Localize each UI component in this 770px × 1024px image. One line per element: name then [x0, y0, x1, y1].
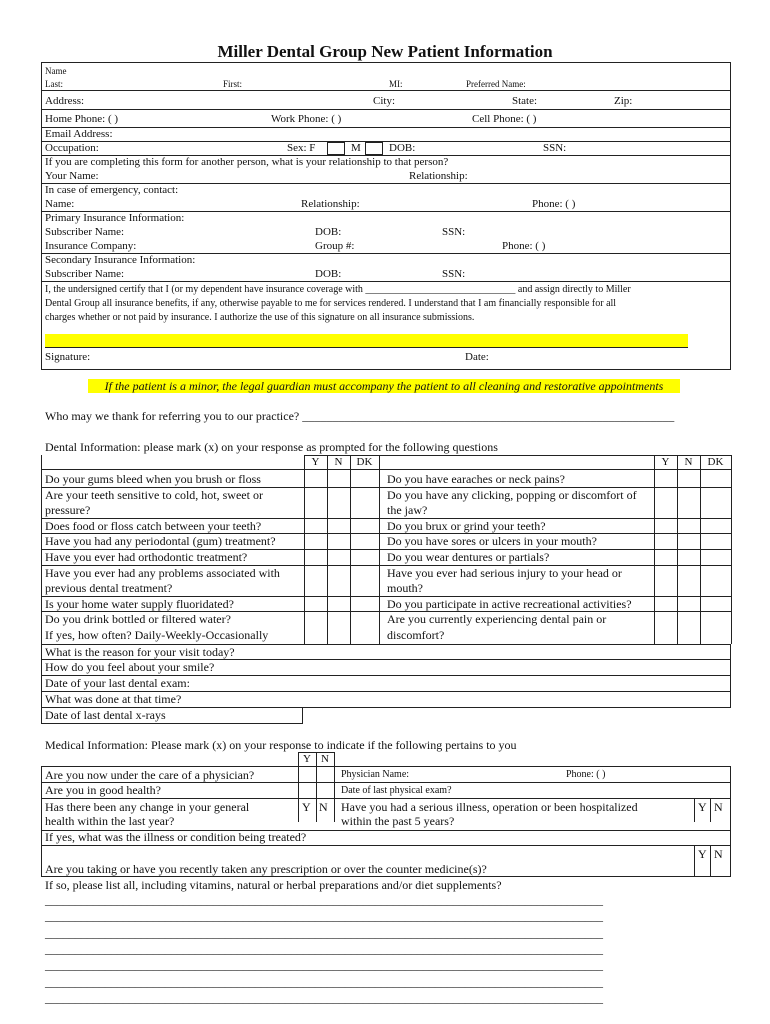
- dental-col-dk: DK: [356, 456, 373, 468]
- signature-highlight: [45, 334, 688, 348]
- dental-question-left: Do you drink bottled or filtered water?: [45, 612, 231, 627]
- dental-question-left: Have you ever had any problems associated with: [45, 565, 280, 580]
- dental-right-answer-n[interactable]: [678, 550, 699, 564]
- preferred-name-field[interactable]: Preferred Name:: [466, 79, 526, 89]
- dental-right-answer-dk[interactable]: [701, 566, 730, 595]
- medication-blank-line[interactable]: _____________________________________________________________________________________________: [45, 990, 603, 1005]
- dental-left-answer-y[interactable]: [305, 472, 326, 486]
- supplements-prompt: If so, please list all, including vitamins, natural or herbal preparations and/or diet supplements?: [45, 878, 502, 892]
- dental-extra-left: [41, 644, 42, 723]
- illness-y[interactable]: Y: [698, 800, 707, 814]
- occupation-field[interactable]: Occupation:: [45, 142, 99, 154]
- med-row-line: [41, 845, 731, 846]
- divider: [41, 90, 731, 91]
- dental-extra-right: [730, 644, 731, 707]
- dental-question-right: Do you wear dentures or partials?: [387, 550, 550, 564]
- dental-left-answer-y[interactable]: [305, 597, 326, 611]
- dental-right-answer-dk[interactable]: [701, 612, 730, 641]
- sex-m-checkbox[interactable]: [365, 142, 383, 155]
- dental-extra-field[interactable]: How do you feel about your smile?: [45, 660, 215, 675]
- dental-right-answer-n[interactable]: [678, 488, 699, 517]
- sex-label: Sex: F: [287, 142, 316, 154]
- dental-right-answer-y[interactable]: [655, 534, 676, 548]
- physician-phone-field[interactable]: Phone: ( ): [566, 769, 606, 780]
- medicine-question: Are you taking or have you recently taken any prescription or over the counter medicine(s)?: [45, 862, 487, 876]
- last-name-field[interactable]: Last:: [45, 79, 63, 89]
- dental-right-answer-n[interactable]: [678, 597, 699, 611]
- dental-right-answer-y[interactable]: [655, 488, 676, 517]
- dental-right-answer-y[interactable]: [655, 472, 676, 486]
- dental-question-right: Do you participate in active recreational activities?: [387, 596, 632, 611]
- mi-field[interactable]: MI:: [389, 79, 403, 89]
- secondary-ssn-field[interactable]: SSN:: [442, 268, 466, 280]
- dental-right-answer-n[interactable]: [678, 566, 699, 595]
- medication-blank-line[interactable]: _____________________________________________________________________________________________: [45, 974, 603, 989]
- dental-question-right: discomfort?: [387, 628, 445, 642]
- dental-left-answer-y[interactable]: [305, 612, 326, 641]
- yn-header-right: [334, 752, 335, 766]
- dental-question-left: Does food or floss catch between your teeth?: [45, 518, 262, 533]
- home-phone-field[interactable]: Home Phone: ( ): [45, 113, 119, 125]
- dental-question-left: If yes, how often? Daily-Weekly-Occasionally: [45, 628, 269, 642]
- medication-blank-line[interactable]: _____________________________________________________________________________________________: [45, 893, 603, 907]
- dental-question-right: the jaw?: [387, 503, 428, 518]
- dental-right-answer-dk[interactable]: [701, 550, 730, 564]
- dental-right-answer-y[interactable]: [655, 597, 676, 611]
- ssn-field[interactable]: SSN:: [543, 142, 567, 154]
- your-name-field[interactable]: Your Name:: [45, 170, 99, 182]
- dental-extra-field[interactable]: Date of your last dental exam:: [45, 676, 190, 691]
- dental-left-answer-n[interactable]: [328, 488, 349, 517]
- last-physical-field[interactable]: Date of last physical exam?: [341, 785, 452, 796]
- health-change-question-1: Has there been any change in your general: [45, 800, 250, 814]
- dental-col-y: Y: [311, 456, 320, 468]
- dental-left-answer-dk[interactable]: [351, 566, 378, 595]
- dental-question-right: Have you ever had serious injury to your head or: [387, 565, 622, 580]
- dental-col-n: N: [684, 456, 693, 468]
- dental-question-right: Do you have earaches or neck pains?: [387, 472, 565, 486]
- dental-question-left: Do your gums bleed when you brush or floss: [45, 472, 261, 486]
- med-row-line: [41, 876, 731, 877]
- relationship-field[interactable]: Relationship:: [409, 170, 468, 182]
- dental-right-answer-y[interactable]: [655, 519, 676, 533]
- certify-text-line2: Dental Group all insurance benefits, if any, otherwise payable to me for services rendered. I understand that I am financially responsible for all: [45, 298, 617, 309]
- dental-left-answer-n[interactable]: [328, 597, 349, 611]
- dental-right-answer-dk[interactable]: [701, 488, 730, 517]
- dental-right-answer-dk[interactable]: [701, 534, 730, 548]
- physician-care-question: Are you now under the care of a physician?: [45, 768, 255, 782]
- medication-blank-line[interactable]: _____________________________________________________________________________________________: [45, 925, 603, 940]
- dental-extra-field[interactable]: Date of last dental x-rays: [45, 707, 166, 722]
- first-name-field[interactable]: First:: [223, 79, 243, 89]
- dental-left-answer-y[interactable]: [305, 488, 326, 517]
- dental-question-right: Do you have any clicking, popping or discomfort of: [387, 487, 637, 502]
- dental-left-answer-dk[interactable]: [351, 519, 378, 533]
- zip-field[interactable]: Zip:: [614, 95, 633, 107]
- medicine-n[interactable]: N: [714, 847, 723, 861]
- dental-right-answer-dk[interactable]: [701, 472, 730, 486]
- illness-question-1: Have you had a serious illness, operation or been hospitalized: [341, 800, 638, 814]
- primary-subscriber-field[interactable]: Subscriber Name:: [45, 226, 125, 238]
- dental-question-left: previous dental treatment?: [45, 581, 173, 596]
- secondary-subscriber-field[interactable]: Subscriber Name:: [45, 268, 125, 280]
- dental-left-answer-n[interactable]: [328, 550, 349, 564]
- referral-field[interactable]: Who may we thank for referring you to our practice? ______________________________________________________________: [45, 409, 675, 423]
- primary-insurance-heading: Primary Insurance Information:: [45, 212, 185, 224]
- secondary-dob-field[interactable]: DOB:: [315, 268, 342, 280]
- dental-left-answer-n[interactable]: [328, 472, 349, 486]
- work-phone-field[interactable]: Work Phone: ( ): [271, 113, 342, 125]
- dental-col-y: Y: [661, 456, 670, 468]
- primary-ssn-field[interactable]: SSN:: [442, 226, 466, 238]
- dental-left-answer-n[interactable]: [328, 519, 349, 533]
- dental-question-right: Do you brux or grind your teeth?: [387, 518, 546, 533]
- dental-question-right: Do you have sores or ulcers in your mouth?: [387, 534, 597, 549]
- emergency-relationship-field[interactable]: Relationship:: [301, 198, 360, 210]
- group-number-field[interactable]: Group #:: [315, 240, 355, 252]
- dental-col-n: N: [334, 456, 343, 468]
- cell-phone-field[interactable]: Cell Phone: ( ): [472, 113, 537, 125]
- dental-left-answer-y[interactable]: [305, 566, 326, 595]
- good-health-question: Are you in good health?: [45, 783, 161, 797]
- name-label: Name: [45, 66, 67, 76]
- dental-left-answer-y[interactable]: [305, 519, 326, 533]
- dental-right-answer-dk[interactable]: [701, 519, 730, 533]
- date-field[interactable]: Date:: [465, 351, 489, 363]
- dental-right-answer-dk[interactable]: [701, 597, 730, 611]
- dental-question-left: Have you ever had orthodontic treatment?: [45, 550, 248, 564]
- section-top-border: [41, 62, 731, 63]
- certify-text-line1: I, the undersigned certify that I (or my dependent have insurance coverage with ______________________________ and assign directly to Miller: [45, 284, 631, 295]
- dental-question-right: Are you currently experiencing dental pain or: [387, 612, 607, 627]
- dental-left-answer-n[interactable]: [328, 534, 349, 548]
- dental-extra-field[interactable]: What is the reason for your visit today?: [45, 644, 235, 659]
- med-col-y: Y: [303, 753, 311, 765]
- insurance-company-field[interactable]: Insurance Company:: [45, 240, 137, 252]
- dental-left-answer-y[interactable]: [305, 534, 326, 548]
- section-bottom-border: [41, 369, 731, 370]
- med-row-line: [41, 798, 731, 799]
- illness-if-yes-field[interactable]: If yes, what was the illness or condition being treated?: [45, 830, 307, 844]
- secondary-insurance-heading: Secondary Insurance Information:: [45, 254, 196, 266]
- dental-question-left: Is your home water supply fluoridated?: [45, 596, 234, 611]
- address-field[interactable]: Address:: [45, 95, 85, 107]
- health-change-y[interactable]: Y: [302, 800, 311, 814]
- dental-extra-field[interactable]: What was done at that time?: [45, 692, 182, 706]
- physician-name-field[interactable]: Physician Name:: [341, 769, 410, 780]
- dental-right-answer-n[interactable]: [678, 519, 699, 533]
- dental-right-answer-y[interactable]: [655, 550, 676, 564]
- med-col-line: [694, 845, 695, 876]
- divider: [41, 141, 731, 142]
- dental-extra-right: [302, 707, 303, 723]
- medication-blank-line[interactable]: _____________________________________________________________________________________________: [45, 941, 603, 956]
- medicine-y[interactable]: Y: [698, 847, 707, 861]
- dental-col-line: [731, 455, 732, 644]
- dental-right-answer-n[interactable]: [678, 472, 699, 486]
- dental-question-right: mouth?: [387, 581, 423, 596]
- minor-notice: If the patient is a minor, the legal guardian must accompany the patient to all cleaning and restorative appointments: [88, 379, 680, 393]
- dental-right-answer-y[interactable]: [655, 566, 676, 595]
- dental-left-answer-y[interactable]: [305, 550, 326, 564]
- emergency-phone-field[interactable]: Phone: ( ): [532, 198, 576, 210]
- med-col-line: [710, 845, 711, 876]
- sex-m-label: M: [351, 142, 361, 154]
- page-title: Miller Dental Group New Patient Information: [217, 42, 553, 61]
- dental-left-answer-dk[interactable]: [351, 534, 378, 548]
- dental-col-dk: DK: [707, 456, 724, 468]
- dental-left-answer-dk[interactable]: [351, 550, 378, 564]
- dental-left-answer-dk[interactable]: [351, 597, 378, 611]
- relationship-question: If you are completing this form for another person, what is your relationship to that person?: [45, 156, 449, 168]
- divider: [41, 127, 731, 128]
- dental-right-answer-n[interactable]: [678, 612, 699, 641]
- med-col-n: N: [321, 753, 329, 765]
- med-col-line: [710, 798, 711, 822]
- insurance-phone-field[interactable]: Phone: ( ): [502, 240, 546, 252]
- dental-right-answer-n[interactable]: [678, 534, 699, 548]
- med-col-line: [298, 766, 299, 822]
- email-field[interactable]: Email Address:: [45, 128, 113, 140]
- dental-intro: Dental Information: please mark (x) on your response as prompted for the following questions: [45, 440, 498, 454]
- medical-intro: Medical Information: Please mark (x) on your response to indicate if the following pertains to you: [45, 738, 517, 752]
- medication-blank-line[interactable]: _____________________________________________________________________________________________: [45, 958, 603, 973]
- state-field[interactable]: State:: [512, 95, 538, 107]
- sex-f-checkbox[interactable]: [327, 142, 345, 155]
- certify-text-line3: charges whether or not paid by insurance. I authorize the use of this signature on all insurance submissions.: [45, 312, 475, 323]
- primary-dob-field[interactable]: DOB:: [315, 226, 342, 238]
- dob-field[interactable]: DOB:: [389, 142, 416, 154]
- dental-left-answer-n[interactable]: [328, 612, 349, 641]
- illness-question-2: within the past 5 years?: [341, 814, 455, 828]
- med-row-top: [41, 766, 731, 767]
- dental-left-answer-dk[interactable]: [351, 472, 378, 486]
- dental-question-left: pressure?: [45, 503, 91, 518]
- divider: [41, 109, 731, 110]
- med-col-line: [694, 798, 695, 822]
- city-field[interactable]: City:: [373, 95, 396, 107]
- dental-rows-top: [41, 469, 731, 470]
- signature-field[interactable]: Signature:: [45, 351, 91, 363]
- dental-left-answer-dk[interactable]: [351, 488, 378, 517]
- dental-left-answer-dk[interactable]: [351, 612, 378, 641]
- divider: [41, 281, 731, 282]
- dental-left-answer-n[interactable]: [328, 566, 349, 595]
- dental-question-left: Have you had any periodontal (gum) treatment?: [45, 534, 276, 549]
- emergency-heading: In case of emergency, contact:: [45, 184, 179, 196]
- illness-n[interactable]: N: [714, 800, 723, 814]
- health-change-n[interactable]: N: [319, 800, 328, 814]
- signature-line: [45, 347, 688, 348]
- med-col-line: [334, 766, 335, 822]
- emergency-name-field[interactable]: Name:: [45, 198, 75, 210]
- dental-right-answer-y[interactable]: [655, 612, 676, 641]
- health-change-question-2: health within the last year?: [45, 814, 175, 828]
- medication-blank-line[interactable]: _____________________________________________________________________________________________: [45, 909, 603, 924]
- dental-question-left: Are your teeth sensitive to cold, hot, sweet or: [45, 487, 263, 502]
- dental-extra-line: [41, 723, 303, 724]
